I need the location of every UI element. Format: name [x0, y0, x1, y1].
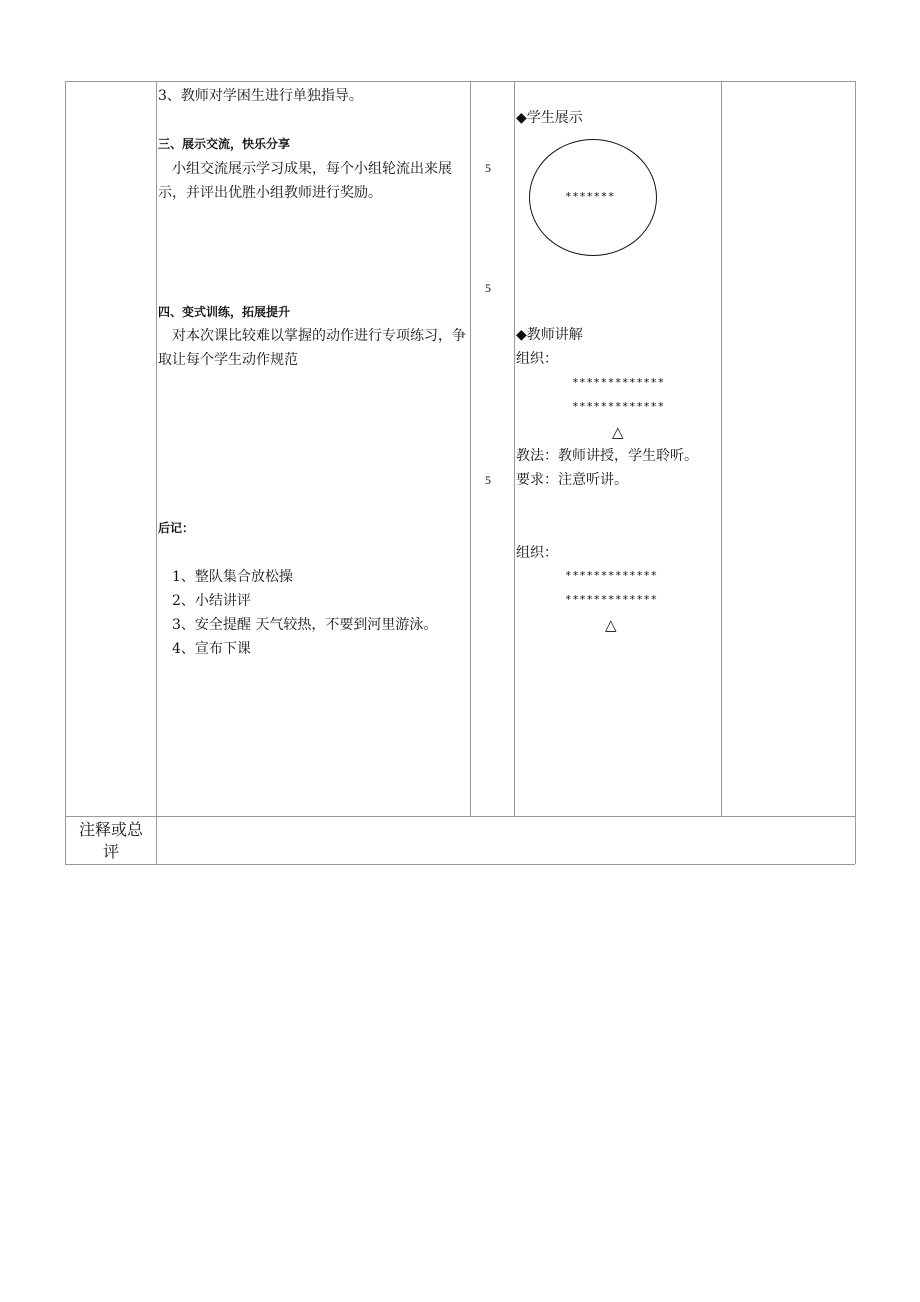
postscript-item: 1、整队集合放松操 [172, 569, 293, 585]
requirement: 要求：注意听讲。 [516, 472, 628, 488]
item-3-text: 3、教师对学困生进行单独指导。 [158, 88, 363, 104]
teaching-method: 教法：教师讲授，学生聆听。 [516, 448, 698, 464]
time-value: 5 [485, 281, 491, 295]
circle-stars: ******* [565, 190, 615, 203]
col-divider-4 [721, 81, 722, 816]
org-label: 组织： [516, 545, 558, 561]
section-4-title: 四、变式训练，拓展提升 [158, 305, 291, 319]
time-value: 5 [485, 161, 491, 175]
postscript-item: 2、小结讲评 [172, 593, 251, 609]
table-top-border [65, 81, 855, 82]
table-right-border [855, 81, 856, 864]
teacher-explain-heading: ◆教师讲解 [516, 327, 583, 343]
student-row-stars: ************* [565, 569, 658, 582]
row-divider [65, 816, 855, 817]
postscript-item: 4、宣布下课 [172, 641, 251, 657]
section-3-text: 小组交流展示学习成果，每个小组轮流出来展示，并评出优胜小组教师进行奖励。 [158, 161, 452, 201]
student-row-stars: ************* [572, 376, 665, 389]
footer-label-line2: 评 [102, 842, 119, 861]
table-left-border [65, 81, 66, 864]
postscript-title: 后记： [158, 521, 195, 535]
table-bottom-border [65, 864, 855, 865]
section-3-title: 三、展示交流，快乐分享 [158, 137, 291, 151]
teacher-position-triangle: △ [605, 616, 617, 634]
footer-label-line1: 注释或总 [78, 820, 143, 839]
col-divider-1 [156, 81, 157, 864]
student-show-heading: ◆学生展示 [516, 110, 583, 126]
student-row-stars: ************* [565, 593, 658, 606]
time-value: 5 [485, 473, 491, 487]
student-row-stars: ************* [572, 400, 665, 413]
org-label: 组织： [516, 351, 558, 367]
section-4-text: 对本次课比较难以掌握的动作进行专项练习，争取让每个学生动作规范 [158, 328, 466, 368]
postscript-item: 3、安全提醒 天气较热，不要到河里游泳。 [172, 617, 438, 633]
col-divider-3 [514, 81, 515, 816]
col-divider-2 [470, 81, 471, 816]
teacher-position-triangle: △ [612, 423, 624, 441]
